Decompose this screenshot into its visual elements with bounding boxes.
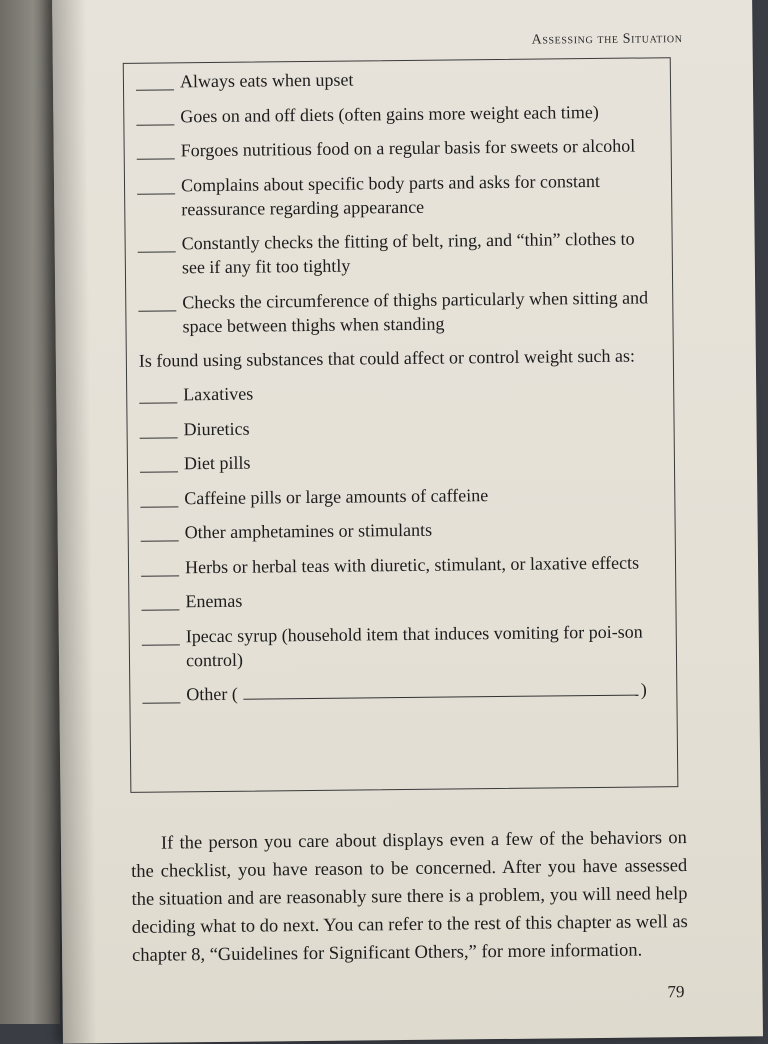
checklist-item-text: Diet pills (183, 452, 251, 474)
checklist-item (140, 446, 662, 475)
checklist-item (139, 412, 661, 441)
checklist-item (136, 99, 658, 128)
checkbox-blank (137, 144, 175, 159)
substances-intro: Is found using substances that could affect or control weight such as: (138, 345, 636, 371)
checklist-item-text: Diuretics (183, 418, 250, 439)
checkbox-blank (140, 423, 178, 438)
book-page (52, 0, 763, 1044)
other-close-paren: ) (640, 679, 647, 700)
checklist-item (140, 481, 662, 510)
checkbox-blank (137, 179, 175, 194)
checkbox-blank (142, 688, 180, 703)
desk-background (0, 0, 60, 1024)
checklist-item-text: Always eats when upset (179, 69, 354, 92)
other-label: Other ( (186, 683, 238, 705)
checklist-item (136, 64, 658, 93)
checkbox-blank (138, 296, 176, 311)
checklist-item-text: Constantly checks the fitting of belt, ring, and “thin” clothes to see if any fit too tightly (181, 228, 635, 278)
checklist-item (141, 515, 663, 544)
checklist-box (123, 57, 679, 793)
checklist-item-text: Ipecac syrup (household item that induces vomiting for poi-son control) (185, 621, 643, 670)
checklist-item (138, 285, 660, 338)
checkbox-blank (141, 526, 179, 541)
checklist-item-other (142, 677, 664, 706)
body-paragraph: If the person you care about displays even a few of the behaviors on the checklist, you have reason to be concerned. After you have assessed the situation and are reasonably sure there is a problem, you will need help deciding what to do next. You can refer to the rest of this chapter as well as chapter 8, “Guidelines for Significant Others,” for more information. (131, 827, 688, 966)
checkbox-blank (140, 457, 178, 472)
checkbox-blank (141, 595, 179, 610)
checkbox-blank (138, 237, 176, 252)
page-number: 79 (667, 982, 685, 1002)
checklist-item (137, 133, 659, 162)
checklist-item-text: Checks the circumference of thighs particularly when sitting and space between thighs when standing (182, 286, 649, 336)
checklist-item (142, 619, 664, 672)
checkbox-blank (140, 492, 178, 507)
checklist-item (141, 584, 663, 613)
checklist-item (141, 550, 663, 579)
checklist-item (137, 168, 659, 221)
checklist-item (138, 226, 660, 279)
checkbox-blank (141, 561, 179, 576)
checklist-item-text: Enemas (185, 590, 243, 612)
checklist-item-text: Complains about specific body parts and asks for constant reassurance regarding appearance (180, 170, 601, 219)
running-head: Assessing the Situation (531, 31, 683, 48)
checklist-item (139, 377, 661, 406)
checklist-item-text: Other amphetamines or stimulants (184, 519, 433, 543)
checklist-item-text: Laxatives (183, 383, 254, 405)
other-write-in-line (244, 679, 639, 700)
checkbox-blank (139, 388, 177, 403)
checklist-item-text: Herbs or herbal teas with diuretic, stimulant, or laxative effects (184, 552, 640, 577)
checkbox-blank (142, 630, 180, 645)
checkbox-blank (136, 75, 174, 90)
checklist-item-text: Goes on and off diets (often gains more weight each time) (180, 101, 599, 126)
checklist-item-text: Caffeine pills or large amounts of caffeine (184, 484, 489, 508)
checkbox-blank (136, 110, 174, 125)
checklist-item-text: Forgoes nutritious food on a regular basis for sweets or alcohol (180, 135, 636, 161)
